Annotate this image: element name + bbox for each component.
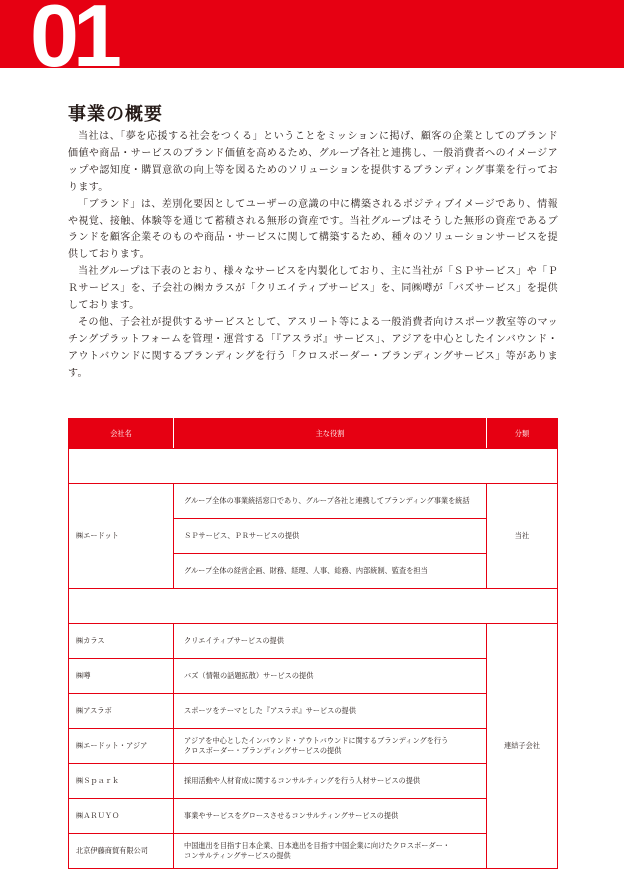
header-category: 分類	[487, 419, 558, 449]
role-cell: スポーツをテーマとした『アスラボ』サービスの提供	[174, 694, 487, 729]
role-line: 中国進出を目指す日本企業、日本進出を目指す中国企業に向けたクロスボーダー・	[184, 841, 450, 850]
role-cell	[174, 729, 487, 764]
category-cell: 当社	[487, 484, 558, 589]
role-cell: クリエイティブサービスの提供	[174, 624, 487, 659]
table-row	[69, 659, 558, 694]
paragraph: その他、子会社が提供するサービスとして、アスリート等による一般消費者向けスポーツ教室等のマッチングプラットフォームを管理・運営する「『アスラボ』サービス」、アジアを中心としたインバウンド・アウトバウンドに関するブランディングを行う「クロスボーダー・ブランディングサービス」等があります。	[68, 316, 558, 379]
header-company: 会社名	[69, 419, 174, 449]
table-row	[69, 484, 558, 519]
company-name: ㈱アスラボ	[69, 694, 174, 729]
company-name: ㈱ＡＲＵＹＯ	[69, 799, 174, 834]
role-cell	[174, 834, 487, 869]
company-name: ㈱噂	[69, 659, 174, 694]
header-role: 主な役割	[174, 419, 487, 449]
company-name: ㈱エードット	[69, 484, 174, 589]
table-header-row	[69, 419, 558, 449]
role-cell: ＳＰサービス、ＰＲサービスの提供	[174, 519, 487, 554]
table-spacer	[69, 449, 558, 484]
table-row	[69, 764, 558, 799]
role-line: コンサルティングサービスの提供	[184, 851, 291, 860]
group-companies-table	[68, 418, 558, 869]
company-name: ㈱エードット・アジア	[69, 729, 174, 764]
table-row	[69, 694, 558, 729]
role-cell: グループ全体の事業統括窓口であり、グループ各社と連携してブランディング事業を統括	[174, 484, 487, 519]
company-name: ㈱Ｓｐａｒｋ	[69, 764, 174, 799]
table-row	[69, 729, 558, 764]
overview-text	[68, 129, 558, 383]
category-cell: 連結子会社	[487, 624, 558, 869]
role-cell: 事業やサービスをグロースさせるコンサルティングサービスの提供	[174, 799, 487, 834]
section-number: 01	[30, 0, 116, 85]
table-spacer	[69, 589, 558, 624]
role-cell: バズ（情報の話題拡散）サービスの提供	[174, 659, 487, 694]
role-cell: グループ全体の経営企画、財務、経理、人事、総務、内部統制、監査を担当	[174, 554, 487, 589]
table-row	[69, 834, 558, 869]
company-name: ㈱カラス	[69, 624, 174, 659]
role-cell: 採用活動や人材育成に関するコンサルティングを行う人材サービスの提供	[174, 764, 487, 799]
company-name: 北京伊藤商貿有限公司	[69, 834, 174, 869]
role-line: クロスボーダー・ブランディングサービスの提供	[184, 746, 342, 755]
page-heading: 事業の概要	[68, 104, 163, 125]
paragraph: 当社は、「夢を応援する社会をつくる」ということをミッションに掲げ、顧客の企業としてのブランド価値や商品・サービスのブランド価値を高めるため、グループ各社と連携し、一般消費者へのイメージアップや認知度・購買意欲の向上等を図るためのソリューションを提供するブランディング事業を行っております。	[68, 131, 558, 193]
role-line: アジアを中心としたインバウンド・アウトバウンドに関するブランディングを行う	[184, 736, 449, 745]
table-row	[69, 624, 558, 659]
table-row	[69, 799, 558, 834]
paragraph: 当社グループは下表のとおり、様々なサービスを内製化しており、主に当社が「ＳＰサービス」や「ＰＲサービス」を、子会社の㈱カラスが「クリエイティブサービス」を、同㈱噂が「バズサービス」を提供しております。	[68, 266, 558, 312]
paragraph: 「ブランド」は、差別化要因としてユーザーの意識の中に構築されるポジティブイメージであり、情報や視覚、接触、体験等を通じて蓄積される無形の資産です。当社グループはそうした無形の資産であるブランドを顧客企業そのものや商品・サービスに関して構築するため、種々のソリューションサービスを提供しております。	[68, 198, 558, 261]
